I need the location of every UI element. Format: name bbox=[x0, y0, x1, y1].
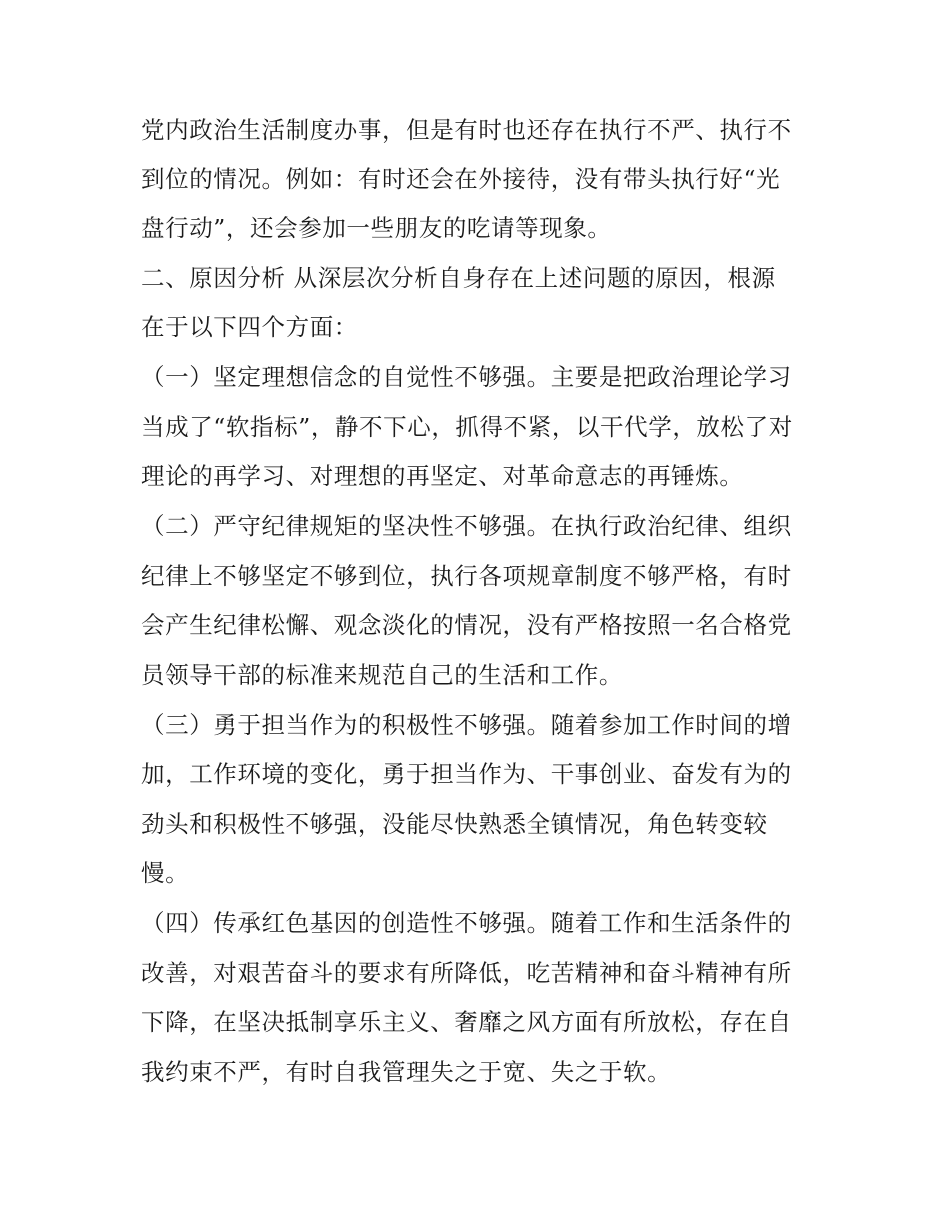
text-line: 下降，在坚决抵制享乐主义、奢靡之风方面有所放松，存在自 bbox=[141, 1008, 792, 1036]
text-line: 改善，对艰苦奋斗的要求有所降低，吃苦精神和奋斗精神有所 bbox=[141, 959, 792, 987]
text-line: 纪律上不够坚定不够到位，执行各项规章制度不够严格，有时 bbox=[141, 562, 792, 590]
text-line: 理论的再学习、对理想的再坚定、对革命意志的再锤炼。 bbox=[141, 462, 744, 490]
text-line: 盘行动”，还会参加一些朋友的吃请等现象。 bbox=[141, 214, 612, 242]
text-line: 我约束不严，有时自我管理失之于宽、失之于软。 bbox=[141, 1058, 672, 1086]
text-line: 在于以下四个方面： bbox=[141, 313, 358, 341]
paragraph-1-start: （一）坚定理想信念的自觉性不够强。主要是把政治理论学习 bbox=[141, 363, 792, 391]
section-heading-line: 二、原因分析 从深层次分析自身存在上述问题的原因，根源 bbox=[141, 264, 776, 292]
paragraph-4-start: （四）传承红色基因的创造性不够强。随着工作和生活条件的 bbox=[141, 909, 792, 937]
text-line: 慢。 bbox=[141, 859, 190, 887]
paragraph-2-start: （二）严守纪律规矩的坚决性不够强。在执行政治纪律、组织 bbox=[141, 512, 792, 540]
text-line: 会产生纪律松懈、观念淡化的情况，没有严格按照一名合格党 bbox=[141, 611, 792, 639]
paragraph-3-start: （三）勇于担当作为的积极性不够强。随着参加工作时间的增 bbox=[141, 711, 792, 739]
text-line: 加，工作环境的变化，勇于担当作为、干事创业、奋发有为的 bbox=[141, 760, 792, 788]
text-line: 劲头和积极性不够强，没能尽快熟悉全镇情况，角色转变较 bbox=[141, 810, 768, 838]
text-line: 员领导干部的标准来规范自己的生活和工作。 bbox=[141, 661, 623, 689]
text-line: 到位的情况。例如：有时还会在外接待，没有带头执行好“光 bbox=[141, 165, 781, 193]
text-line: 当成了“软指标”，静不下心，抓得不紧，以干代学，放松了对 bbox=[141, 413, 793, 441]
text-line: 党内政治生活制度办事，但是有时也还存在执行不严、执行不 bbox=[141, 116, 792, 144]
